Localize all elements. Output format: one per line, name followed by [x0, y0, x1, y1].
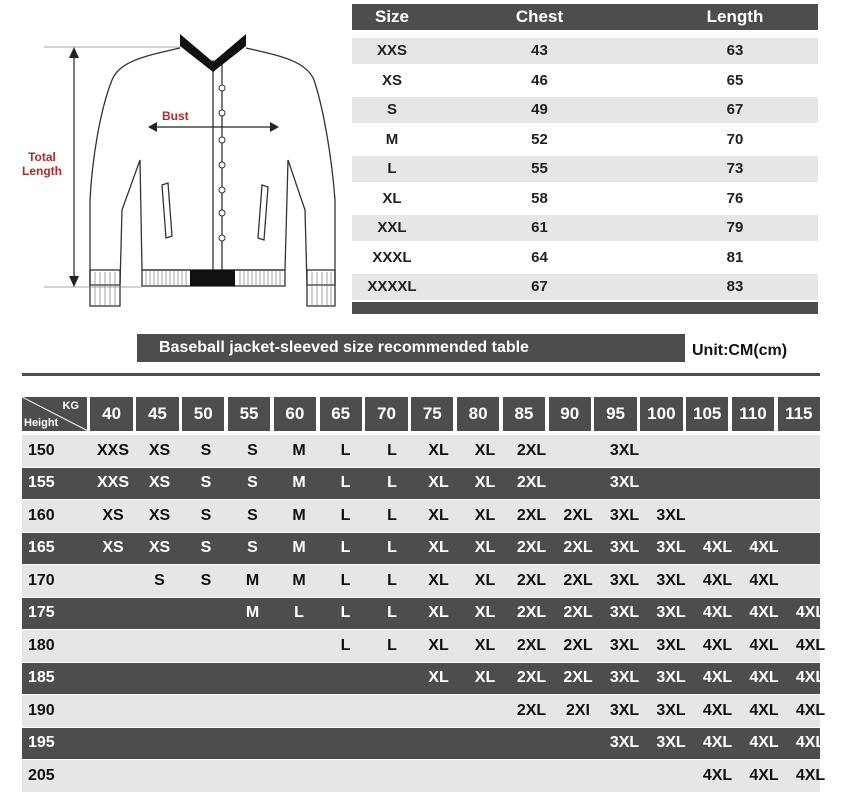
height-cell: 190: [28, 701, 55, 719]
size-cell: 2XL: [516, 701, 547, 719]
size-cell: XS: [102, 539, 124, 557]
size-cell: XL: [474, 604, 496, 622]
size-cell: L: [340, 636, 351, 654]
size-cell: XXXXL: [367, 278, 417, 296]
size-cell: L: [387, 604, 397, 622]
size-chart-row: [352, 274, 818, 300]
size-cell: M: [292, 539, 306, 557]
size-cell: S: [247, 474, 258, 492]
size-cell: L: [340, 571, 351, 589]
size-cell: 4XL: [749, 734, 779, 752]
height-cell: 175: [28, 604, 55, 622]
size-cell: S: [247, 441, 258, 459]
size-chart-row: [352, 215, 818, 241]
weight-header-cell: 55: [228, 397, 270, 431]
size-cell: S: [200, 539, 212, 557]
size-cell: XS: [148, 441, 171, 459]
size-cell: 4XL: [702, 636, 733, 654]
size-cell: XXS: [96, 441, 129, 459]
size-cell: L: [340, 506, 351, 524]
size-cell: L: [387, 441, 397, 459]
weight-header-cell: 115: [778, 397, 820, 431]
chest-cell: 52: [531, 130, 548, 148]
size-cell: 2XL: [516, 636, 547, 654]
size-cell: 3XL: [609, 474, 640, 492]
weight-header-cell: 80: [457, 397, 499, 431]
chest-cell: 43: [531, 42, 548, 60]
size-cell: 2XL: [563, 604, 593, 622]
weight-header-row: [22, 397, 820, 431]
height-cell: 155: [28, 474, 55, 492]
size-cell: L: [387, 160, 397, 178]
size-cell: 4XL: [749, 701, 779, 719]
size-cell: 4XL: [702, 701, 733, 719]
length-cell: 83: [726, 278, 744, 296]
size-cell: L: [387, 539, 397, 557]
size-cell: L: [387, 636, 397, 654]
chest-cell: 46: [531, 71, 548, 89]
weight-header-cell: 85: [503, 397, 545, 431]
size-cell: 4XL: [749, 571, 779, 589]
recommend-table-body: [22, 435, 826, 793]
table-corner: [22, 397, 87, 431]
size-cell: 2XL: [516, 539, 547, 557]
size-cell: XL: [474, 571, 496, 589]
size-cell: XXS: [376, 42, 407, 60]
size-cell: 2XL: [516, 441, 547, 459]
size-cell: XS: [148, 539, 171, 557]
length-cell: 76: [726, 189, 744, 207]
size-cell: 3XL: [609, 734, 640, 752]
size-cell: 4XL: [702, 669, 733, 687]
size-cell: XXS: [96, 474, 129, 492]
size-cell: 3XL: [656, 571, 686, 589]
size-chart-header: [352, 4, 818, 30]
size-cell: S: [200, 441, 212, 459]
size-cell: XL: [428, 669, 449, 687]
table-row: [22, 468, 820, 500]
size-cell: 2XL: [563, 571, 593, 589]
length-cell: 65: [726, 71, 744, 89]
chest-cell: 64: [531, 248, 548, 266]
size-cell: 2XL: [516, 571, 547, 589]
size-cell: 4XL: [702, 734, 733, 752]
size-chart-table: [352, 4, 818, 314]
size-cell: M: [292, 474, 306, 492]
table-row: [22, 500, 820, 532]
length-cell: 70: [726, 130, 744, 148]
size-cell: XS: [102, 506, 124, 524]
header-chest: Chest: [515, 7, 564, 26]
chest-cell: 55: [531, 160, 548, 178]
size-cell: 4XL: [795, 669, 826, 687]
size-cell: 2XI: [565, 701, 590, 719]
size-cell: 4XL: [702, 766, 733, 784]
height-cell: 180: [28, 636, 55, 654]
table-row: [22, 663, 826, 695]
height-cell: 195: [28, 734, 55, 752]
size-cell: 3XL: [656, 701, 686, 719]
size-cell: 3XL: [609, 441, 640, 459]
recommend-table: [22, 397, 826, 793]
size-cell: 2XL: [563, 506, 593, 524]
chest-cell: 61: [531, 219, 548, 237]
size-cell: XXL: [377, 219, 407, 237]
length-cell: 73: [726, 160, 744, 178]
height-cell: 150: [28, 441, 55, 459]
size-cell: XL: [474, 636, 496, 654]
table-row: [22, 598, 826, 630]
size-cell: 3XL: [609, 636, 640, 654]
size-cell: 3XL: [656, 539, 686, 557]
size-cell: S: [247, 539, 258, 557]
size-cell: M: [245, 571, 260, 589]
size-cell: L: [387, 506, 397, 524]
size-cell: XL: [428, 604, 449, 622]
size-cell: 2XL: [516, 604, 547, 622]
height-cell: 165: [28, 539, 55, 557]
size-cell: XS: [148, 506, 171, 524]
weight-header-cell: 40: [90, 397, 132, 431]
size-cell: 4XL: [795, 766, 826, 784]
size-cell: S: [200, 571, 212, 589]
size-chart-row: [352, 156, 818, 182]
weight-header-cell: 110: [732, 397, 774, 431]
size-cell: S: [200, 506, 212, 524]
weight-header-cell: 75: [411, 397, 453, 431]
size-cell: XL: [428, 571, 449, 589]
recommend-table-title: Baseball jacket-sleeved size recommended table: [137, 334, 685, 362]
chest-cell: 67: [531, 278, 548, 296]
weight-header-cell: 45: [136, 397, 178, 431]
size-cell: 2XL: [563, 669, 593, 687]
size-cell: 4XL: [749, 636, 779, 654]
size-cell: 2XL: [516, 669, 547, 687]
size-cell: XL: [474, 669, 496, 687]
size-cell: XL: [474, 539, 496, 557]
weight-header-cell: 70: [365, 397, 407, 431]
size-cell: L: [340, 604, 351, 622]
divider: [22, 373, 820, 376]
size-cell: L: [340, 474, 351, 492]
kg-label: KG: [62, 400, 79, 412]
size-cell: 4XL: [702, 571, 733, 589]
size-cell: M: [292, 571, 306, 589]
size-cell: XL: [474, 506, 496, 524]
size-cell: 3XL: [609, 701, 640, 719]
size-cell: 3XL: [656, 636, 686, 654]
table-row: [22, 533, 820, 565]
size-cell: 3XL: [609, 539, 640, 557]
height-cell: 160: [28, 506, 55, 524]
table-row: [22, 728, 826, 760]
size-chart-row: [352, 245, 818, 271]
weight-header-cell: 60: [274, 397, 316, 431]
size-cell: S: [154, 571, 165, 589]
size-cell: XL: [474, 474, 496, 492]
total-length-arrow: [44, 47, 180, 287]
size-cell: 3XL: [656, 734, 686, 752]
size-cell: M: [292, 441, 306, 459]
weight-header-cell: 105: [686, 397, 728, 431]
size-cell: XS: [148, 474, 171, 492]
size-cell: 4XL: [795, 701, 826, 719]
size-cell: M: [245, 604, 260, 622]
size-cell: 4XL: [749, 604, 779, 622]
bust-label: Bust: [162, 109, 189, 123]
size-cell: XL: [382, 189, 402, 207]
weight-header-cell: 50: [182, 397, 224, 431]
size-cell: 4XL: [749, 539, 779, 557]
length-cell: 67: [726, 101, 744, 119]
size-cell: S: [247, 506, 258, 524]
size-chart-row: [352, 68, 818, 94]
size-cell: M: [385, 130, 399, 148]
height-label: Height: [24, 417, 59, 429]
size-chart-body: [352, 38, 818, 300]
size-cell: 4XL: [702, 539, 733, 557]
size-chart-row: [352, 97, 818, 123]
table-row: [22, 565, 820, 597]
size-cell: 3XL: [609, 604, 640, 622]
size-cell: 4XL: [795, 636, 826, 654]
collar-icon: [180, 34, 246, 72]
size-cell: 3XL: [609, 669, 640, 687]
size-cell: 3XL: [656, 506, 686, 524]
size-cell: XL: [428, 636, 449, 654]
size-cell: 2XL: [516, 474, 547, 492]
weight-header-cell: 100: [640, 397, 682, 431]
height-cell: 185: [28, 669, 55, 687]
length-cell: 81: [726, 248, 744, 266]
size-cell: 2XL: [516, 506, 547, 524]
weight-header-cell: 90: [549, 397, 591, 431]
size-cell: XL: [428, 506, 449, 524]
size-cell: 2XL: [563, 539, 593, 557]
height-cell: 205: [28, 766, 55, 784]
unit-label: Unit:CM(cm): [692, 342, 788, 359]
size-chart-row: [352, 127, 818, 153]
height-cell: 170: [28, 571, 55, 589]
size-cell: 3XL: [656, 669, 686, 687]
size-cell: 3XL: [609, 571, 640, 589]
weight-header-cell: 65: [320, 397, 362, 431]
table-row: [22, 435, 820, 467]
size-cell: 4XL: [749, 766, 779, 784]
size-cell: M: [292, 506, 306, 524]
size-chart-row: [352, 186, 818, 212]
table-row: [22, 695, 826, 727]
size-cell: L: [340, 441, 351, 459]
size-cell: XL: [428, 441, 449, 459]
size-cell: 4XL: [749, 669, 779, 687]
total-length-label: Total Length: [22, 150, 62, 178]
size-cell: S: [200, 474, 212, 492]
header-length: Length: [706, 7, 764, 26]
size-cell: XL: [428, 474, 449, 492]
size-cell: XS: [381, 71, 402, 89]
size-cell: L: [294, 604, 304, 622]
size-cell: XL: [428, 539, 449, 557]
size-cell: L: [387, 571, 397, 589]
header-size: Size: [374, 7, 410, 26]
size-cell: 4XL: [795, 604, 826, 622]
size-cell: 3XL: [609, 506, 640, 524]
size-cell: L: [387, 474, 397, 492]
table-row: [22, 760, 826, 792]
size-chart-row: [352, 38, 818, 64]
size-cell: 3XL: [656, 604, 686, 622]
length-cell: 63: [726, 42, 744, 60]
weight-header-cell: 95: [594, 397, 636, 431]
size-cell: 2XL: [563, 636, 593, 654]
chest-cell: 58: [531, 189, 548, 207]
table-row: [22, 630, 826, 662]
size-chart-footer-bar: [352, 302, 818, 314]
size-cell: L: [340, 539, 351, 557]
chest-cell: 49: [531, 101, 548, 119]
size-cell: 4XL: [795, 734, 826, 752]
length-cell: 79: [726, 219, 744, 237]
size-cell: S: [386, 101, 397, 119]
size-cell: XXXL: [372, 248, 412, 266]
size-cell: XL: [474, 441, 496, 459]
size-cell: 4XL: [702, 604, 733, 622]
